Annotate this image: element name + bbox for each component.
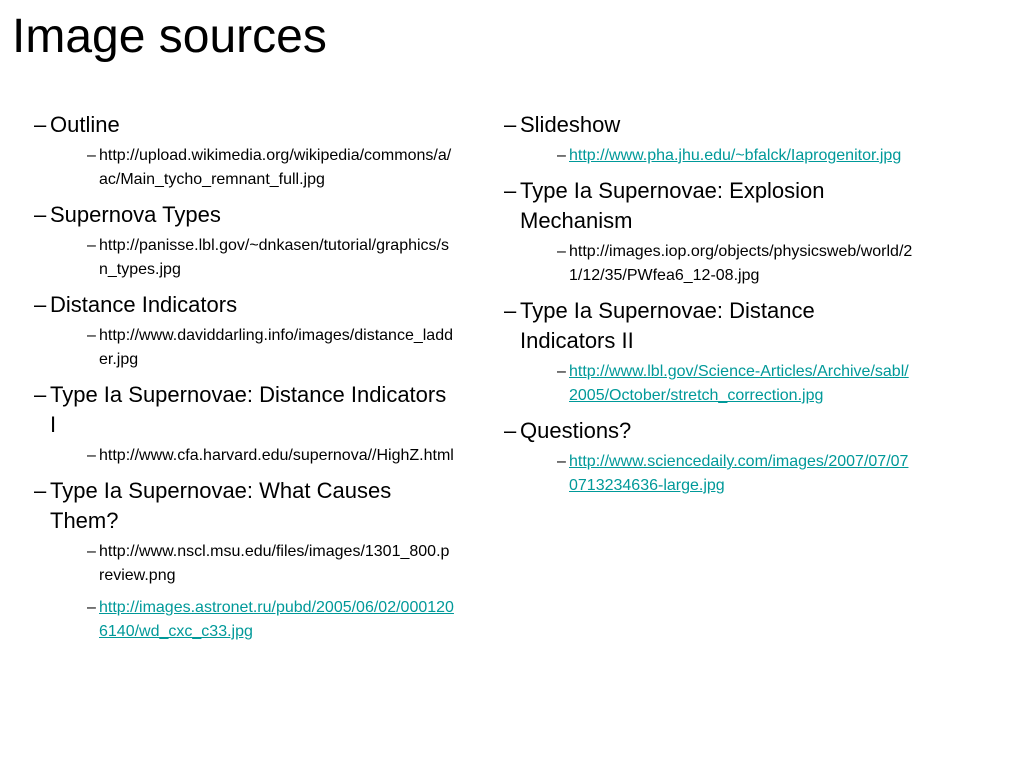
source-item: [34, 144, 454, 192]
dash-bullet: –: [557, 243, 566, 260]
source-item: [504, 450, 914, 498]
source-item: [504, 240, 914, 288]
source-link[interactable]: http://images.astronet.ru/pubd/2005/06/02/0001206140/wd_cxc_c33.jpg: [99, 599, 454, 640]
source-item: [34, 444, 454, 468]
dash-bullet: –: [87, 599, 96, 616]
source-item: [504, 144, 914, 168]
dash-bullet: –: [504, 178, 517, 203]
dash-bullet: –: [504, 112, 517, 137]
dash-bullet: –: [87, 327, 96, 344]
topic-supernova-types: [34, 200, 454, 230]
source-link[interactable]: http://www.sciencedaily.com/images/2007/07/070713234636-large.jpg: [569, 453, 909, 494]
dash-bullet: –: [34, 112, 47, 137]
source-url: http://www.cfa.harvard.edu/supernova//HighZ.html: [99, 447, 454, 464]
topic-label: Distance Indicators: [50, 292, 238, 317]
topic-distance-indicators: [34, 290, 454, 320]
dash-bullet: –: [504, 298, 517, 323]
dash-bullet: –: [87, 147, 96, 164]
source-url: http://www.daviddarling.info/images/distance_ladder.jpg: [99, 327, 453, 368]
dash-bullet: –: [34, 382, 47, 407]
source-url: http://panisse.lbl.gov/~dnkasen/tutorial/graphics/sn_types.jpg: [99, 237, 449, 278]
topic-label: Questions?: [520, 418, 632, 443]
topic-label: Type Ia Supernovae: What Causes Them?: [50, 478, 392, 533]
topic-what-causes-them: [34, 476, 454, 536]
topic-label: Type Ia Supernovae: Distance Indicators II: [520, 298, 815, 353]
topic-questions: [504, 416, 914, 446]
topic-label: Supernova Types: [50, 202, 221, 227]
dash-bullet: –: [34, 202, 47, 227]
dash-bullet: –: [87, 447, 96, 464]
topic-label: Type Ia Supernovae: Explosion Mechanism: [520, 178, 825, 233]
source-url: http://images.iop.org/objects/physicsweb/world/21/12/35/PWfea6_12-08.jpg: [569, 243, 913, 284]
source-item: [34, 596, 454, 644]
topic-outline: [34, 110, 454, 140]
dash-bullet: –: [557, 363, 566, 380]
dash-bullet: –: [87, 237, 96, 254]
source-link[interactable]: http://www.lbl.gov/Science-Articles/Archive/sabl/2005/October/stretch_correction.jpg: [569, 363, 909, 404]
dash-bullet: –: [87, 543, 96, 560]
topic-slideshow: [504, 110, 914, 140]
dash-bullet: –: [34, 292, 47, 317]
topic-distance-indicators-ii: [504, 296, 914, 356]
source-url: http://upload.wikimedia.org/wikipedia/commons/a/ac/Main_tycho_remnant_full.jpg: [99, 147, 452, 188]
dash-bullet: –: [557, 147, 566, 164]
topic-label: Slideshow: [520, 112, 621, 137]
topic-label: Type Ia Supernovae: Distance Indicators I: [50, 382, 447, 437]
source-item: [504, 360, 914, 408]
source-item: [34, 234, 454, 282]
right-column: [504, 110, 914, 506]
dash-bullet: –: [557, 453, 566, 470]
slide-title: Image sources: [12, 10, 327, 63]
topic-distance-indicators-i: [34, 380, 454, 440]
source-item: [34, 324, 454, 372]
left-column: [34, 110, 454, 652]
source-item: [34, 540, 454, 588]
dash-bullet: –: [34, 478, 47, 503]
source-url: http://www.nscl.msu.edu/files/images/1301_800.preview.png: [99, 543, 450, 584]
topic-explosion-mechanism: [504, 176, 914, 236]
topic-label: Outline: [50, 112, 120, 137]
dash-bullet: –: [504, 418, 517, 443]
source-link[interactable]: http://www.pha.jhu.edu/~bfalck/Iaprogenitor.jpg: [569, 147, 902, 164]
